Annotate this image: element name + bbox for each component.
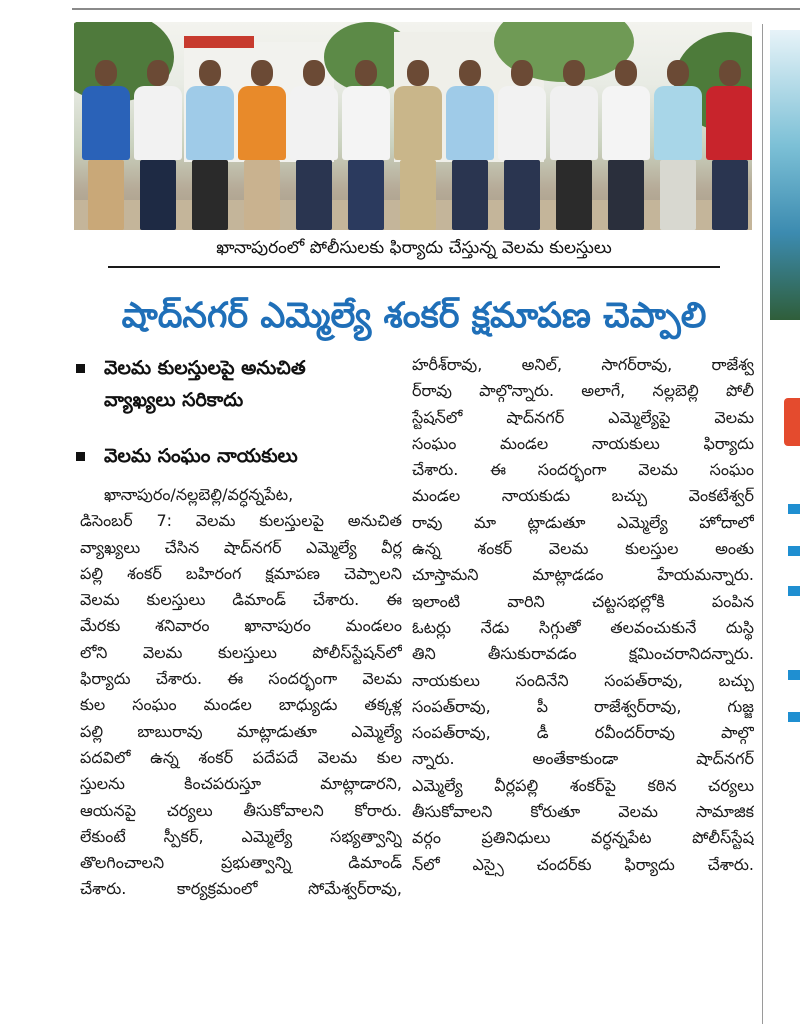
person-figure — [78, 50, 134, 230]
article-line: మేరకు శనివారం ఖానాపురం మండలం — [80, 616, 402, 636]
article-line: చూస్తామని మాట్లాడడం హేయమన్నారు. — [412, 565, 754, 585]
article-line: ఎమ్మెల్యే వీర్లపల్లి శంకర్‌పై కఠిన చర్యలు — [412, 775, 754, 795]
article-line: హరీశ్‌రావు, అనిల్, సాగర్‌రావు, రాజేశ్వ — [412, 355, 754, 374]
article-line: తిని తీసుకురావడం క్షమించరానిదన్నారు. — [412, 644, 754, 664]
person-figure — [130, 50, 186, 230]
bullet-item — [74, 352, 404, 416]
person-figure — [338, 50, 394, 230]
person-figure — [182, 50, 238, 230]
person-figure — [702, 50, 752, 230]
bullet-square-icon — [76, 364, 85, 373]
article-line: న్నారు. అంతేకాకుండా షాద్‌నగర్ — [412, 749, 754, 769]
bullet-line: వెలమ కులస్తులపై అనుచిత — [104, 357, 306, 379]
article-line: నాయకులు సందినేని సంపత్‌రావు, బచ్చు — [412, 670, 754, 690]
group-photo — [74, 22, 752, 230]
adjacent-photo-fragment — [770, 30, 800, 320]
adjacent-bullet-icon — [788, 586, 800, 596]
adjacent-bullet-icon — [788, 712, 800, 722]
next-headline-fragment — [74, 1004, 754, 1024]
article-line: చేశారు. ఈ సందర్భంగా వెలమ సంఘం — [412, 460, 754, 480]
article-line: స్టేషన్‌లో షాద్‌నగర్ ఎమ్మెల్యేపై వెలమ — [412, 407, 754, 427]
article-line: ఖానాపురం/నల్లబెల్లి/వర్ధన్నపేట, — [104, 485, 294, 504]
person-figure — [442, 50, 498, 230]
article-line: లోని వెలమ కులస్తులు పోలీస్‌స్టేషన్‌లో — [80, 642, 402, 662]
article-line: చేశారు. కార్యక్రమంలో సోమేశ్వర్‌రావు, — [80, 879, 402, 899]
article-line: లేకుంటే స్పీకర్, ఎమ్మెల్యే సభ్యత్వాన్ని — [80, 826, 402, 846]
article-line: డిసెంబర్ 7: వెలమ కులస్తులపై అనుచిత — [80, 511, 402, 531]
person-figure — [234, 50, 290, 230]
article-line: కుల సంఘం మండల బాధ్యుడు తక్కళ్ల — [80, 695, 402, 715]
article-line: పల్లి బాబురావు మాట్లాడుతూ ఎమ్మెల్యే — [80, 721, 402, 741]
article-line: వెలమ కులస్తులు డిమాండ్ చేశారు. ఈ — [80, 590, 402, 610]
photo-caption: ఖానాపురంలో పోలీసులకు ఫిర్యాదు చేస్తున్న వెలమ కులస్తులు — [108, 232, 720, 268]
article-line: ఆయనపై చర్యలు తీసుకోవాలని కోరారు. — [80, 800, 402, 820]
article-column-right — [412, 352, 754, 878]
adjacent-headline-fragment — [784, 398, 800, 446]
bullet-square-icon — [76, 452, 85, 461]
article-column-left — [80, 482, 402, 903]
article-line: తీసుకోవాలని కోరుతూ వెలమ సామాజిక — [412, 802, 754, 822]
adjacent-bullet-icon — [788, 546, 800, 556]
article-line: ఇలాంటి వారిని చట్టసభల్లోకి పంపిన — [412, 591, 754, 611]
top-rule — [72, 8, 800, 10]
person-figure — [546, 50, 602, 230]
article-line: సంఘం మండల నాయకులు ఫిర్యాదు — [412, 433, 754, 453]
article-line: న్‌లో ఎస్సై చందర్‌కు ఫిర్యాదు చేశారు. — [412, 854, 754, 874]
article-line: సంపత్‌రావు, డీ రవీందర్‌రావు పాల్గొ — [412, 723, 754, 743]
article-line: రావు మా ట్లాడుతూ ఎమ్మెల్యే హోదాలో — [412, 512, 754, 532]
article-line: తొలగించాలని ప్రభుత్వాన్ని డిమాండ్ — [80, 853, 402, 873]
bullet-line: వెలమ సంఘం నాయకులు — [104, 445, 298, 467]
article-line: స్తులను కించపరుస్తూ మాట్లాడారని, — [80, 774, 402, 794]
adjacent-bullet-icon — [788, 504, 800, 514]
article-line: సంపత్‌రావు, పీ రాజేశ్వర్‌రావు, గుజ్జ — [412, 696, 754, 716]
headline: షాద్‌నగర్ ఎమ్మెల్యే శంకర్ క్షమాపణ చెప్పాలి — [121, 296, 707, 336]
article-line: ఫిర్యాదు చేశారు. ఈ సందర్భంగా వెలమ — [80, 669, 402, 689]
article-line: ర్‌రావు పాల్గొన్నారు. అలాగే, నల్లబెల్లి పోలీ — [412, 381, 754, 401]
article-line: ఓటర్లు నేడు సిగ్గుతో తలవంచుకునే దుస్థి — [412, 617, 754, 637]
person-figure — [598, 50, 654, 230]
article-line: ఉన్న శంకర్ వెలమ కులస్తుల అంతు — [412, 539, 754, 559]
person-figure — [286, 50, 342, 230]
person-figure — [494, 50, 550, 230]
person-figure — [390, 50, 446, 230]
bullet-item — [74, 440, 404, 472]
bullet-line: వ్యాఖ్యలు సరికాదు — [104, 389, 244, 411]
article-line: వర్గం ప్రతినిధులు వర్ధన్నపేట పోలీస్‌స్టేష — [412, 828, 754, 848]
article-line: పల్లి శంకర్ బహిరంగ క్షమాపణ చెప్పాలని — [80, 563, 402, 583]
column-divider — [762, 24, 763, 1024]
adjacent-bullet-icon — [788, 670, 800, 680]
article-line: పదవిలో ఉన్న శంకర్ పదేపదే వెలమ కుల — [80, 747, 402, 767]
person-figure — [650, 50, 706, 230]
article-line: వ్యాఖ్యలు చేసిన షాద్‌నగర్ ఎమ్మెల్యే వీర్ల — [80, 537, 402, 557]
article-line: మండల నాయకుడు బచ్చు వెంకటేశ్వర్ — [412, 486, 754, 506]
